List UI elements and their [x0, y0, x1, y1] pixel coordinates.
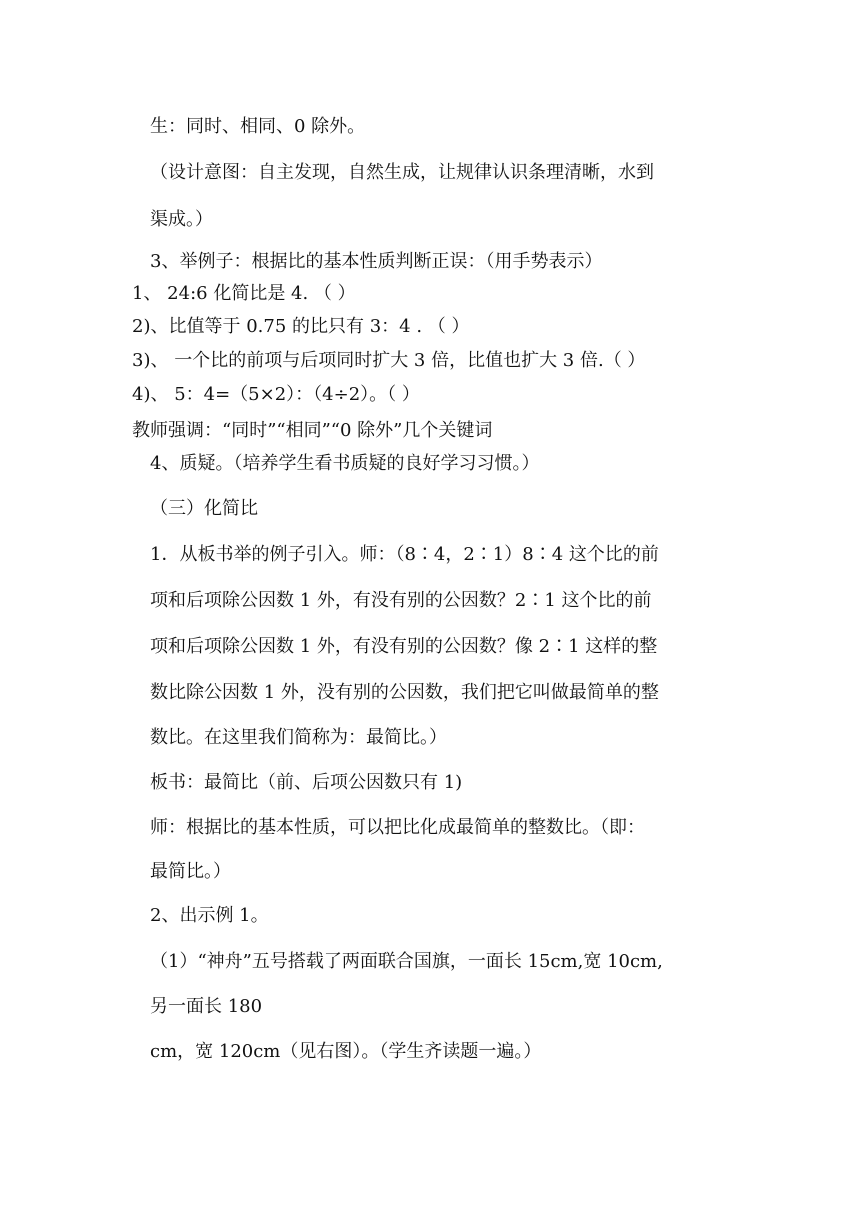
text-line-7: 3)、 一个比的前项与后项同时扩大 3 倍，比值也扩大 3 倍.（ ）	[132, 350, 646, 371]
text-line-12: 1．从板书举的例子引入。师：（8∶4，2∶1）8∶4 这个比的前	[150, 544, 659, 565]
text-line-9: 教师强调：“同时”“相同”“0 除外”几个关键词	[132, 420, 493, 441]
text-line-19: 最简比。）	[150, 861, 231, 882]
text-line-16: 数比。在这里我们简称为：最简比。）	[150, 727, 447, 748]
text-line-15: 数比除公因数 1 外，没有别的公因数，我们把它叫做最简单的整	[150, 682, 659, 703]
text-line-18: 师：根据比的基本性质，可以把比化成最简单的整数比。（即：	[150, 817, 645, 838]
text-line-2: （设计意图：自主发现，自然生成，让规律认识条理清晰，水到	[150, 162, 654, 183]
text-line-8: 4)、 5：4=（5×2）：（4÷2）。（ ）	[132, 384, 420, 405]
text-line-5: 1、 24:6 化简比是 4. （ ）	[132, 283, 356, 304]
text-line-21: （1）“神舟”五号搭载了两面联合国旗，一面长 15cm,宽 10cm,	[150, 951, 663, 972]
text-line-1: 生：同时、相同、0 除外。	[150, 116, 366, 137]
text-line-17: 板书：最简比（前、后项公因数只有 1)	[150, 772, 463, 793]
section-heading: （三）化简比	[150, 498, 258, 519]
text-line-10: 4、质疑。（培养学生看书质疑的良好学习习惯。）	[150, 453, 540, 474]
text-line-14: 项和后项除公因数 1 外，有没有别的公因数？像 2∶1 这样的整	[150, 636, 658, 657]
text-line-20: 2、出示例 1。	[150, 905, 269, 926]
text-line-23: cm，宽 120cm（见右图）。（学生齐读题一遍。）	[150, 1041, 542, 1062]
text-line-13: 项和后项除公因数 1 外，有没有别的公因数？2∶1 这个比的前	[150, 590, 652, 611]
text-line-22: 另一面长 180	[150, 996, 263, 1017]
text-line-3: 渠成。）	[150, 209, 213, 230]
text-line-6: 2)、比值等于 0.75 的比只有 3：4 . （ ）	[132, 316, 470, 337]
text-line-4: 3、举例子：根据比的基本性质判断正误：（用手势表示）	[150, 251, 603, 272]
